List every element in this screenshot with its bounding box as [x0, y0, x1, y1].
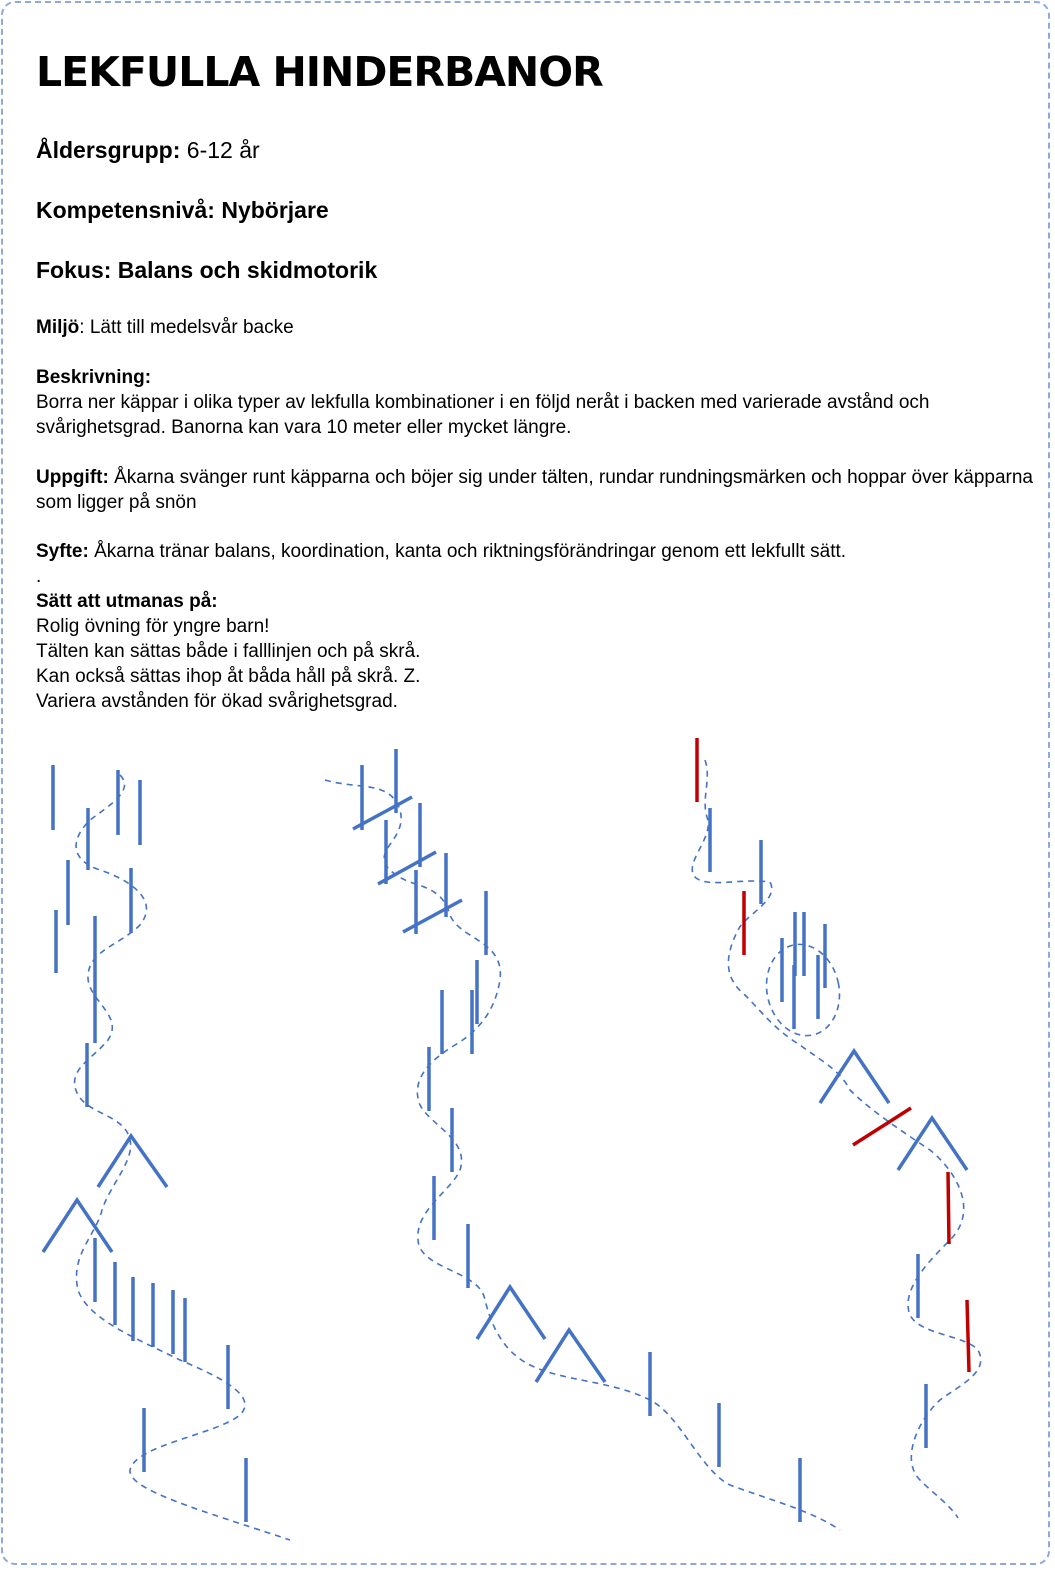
task-label: Uppgift: [36, 467, 109, 488]
pole [403, 900, 462, 932]
focus-value: Balans och skidmotorik [111, 257, 378, 283]
challenge-line-2: Tälten kan sättas både i falllinjen och på skrå. [36, 641, 421, 662]
environment-label: Miljö [36, 317, 80, 338]
description-label: Beskrivning: [36, 367, 152, 388]
challenge-line-1: Rolig övning för yngre barn! [36, 616, 270, 637]
tent [43, 1200, 112, 1252]
challenge-label: Sätt att utmanas på: [36, 591, 218, 612]
challenge-line-3: Kan också sättas ihop åt båda håll på skrå. Z. [36, 666, 421, 687]
tent [98, 1136, 167, 1187]
ski-path-left [75, 775, 290, 1540]
pole-red [967, 1300, 969, 1372]
competence-value: Nybörjare [214, 197, 329, 223]
tent [477, 1287, 545, 1339]
age-group-label: Åldersgrupp: [36, 137, 181, 163]
pole-red [853, 1108, 911, 1145]
competence-label: Kompetensnivå: [36, 197, 215, 223]
purpose-label: Syfte: [36, 541, 89, 562]
tent [820, 1051, 889, 1103]
environment-value: : Lätt till medelsvår backe [79, 317, 294, 338]
tent [898, 1118, 967, 1170]
purpose-text: Åkarna tränar balans, koordination, kanta och riktningsförändringar genom ett lekfullt sätt. [88, 541, 847, 562]
task-text: Åkarna svänger runt käpparna och böjer sig under tälten, rundar rundningsmärken och hoppar över käpparna som ligger på snön [36, 467, 1033, 513]
purpose-dot: . [36, 566, 42, 587]
course-left [43, 765, 290, 1540]
focus-label: Fokus: [36, 257, 112, 283]
tent [536, 1330, 605, 1382]
course-right [692, 738, 980, 1518]
pole-red [948, 1172, 949, 1244]
description-text: Borra ner käppar i olika typer av lekfulla kombinationer i en följd neråt i backen med varierade avstånd och svårighetsgrad. Banorna kan vara 10 meter eller mycket längre. [36, 392, 930, 438]
challenge-line-4: Variera avstånden för ökad svårighetsgrad. [36, 691, 398, 712]
ski-path-right [692, 760, 980, 1518]
page-title: LEKFULLA HINDERBANOR [36, 48, 603, 96]
age-group-value: 6-12 år [180, 137, 260, 163]
